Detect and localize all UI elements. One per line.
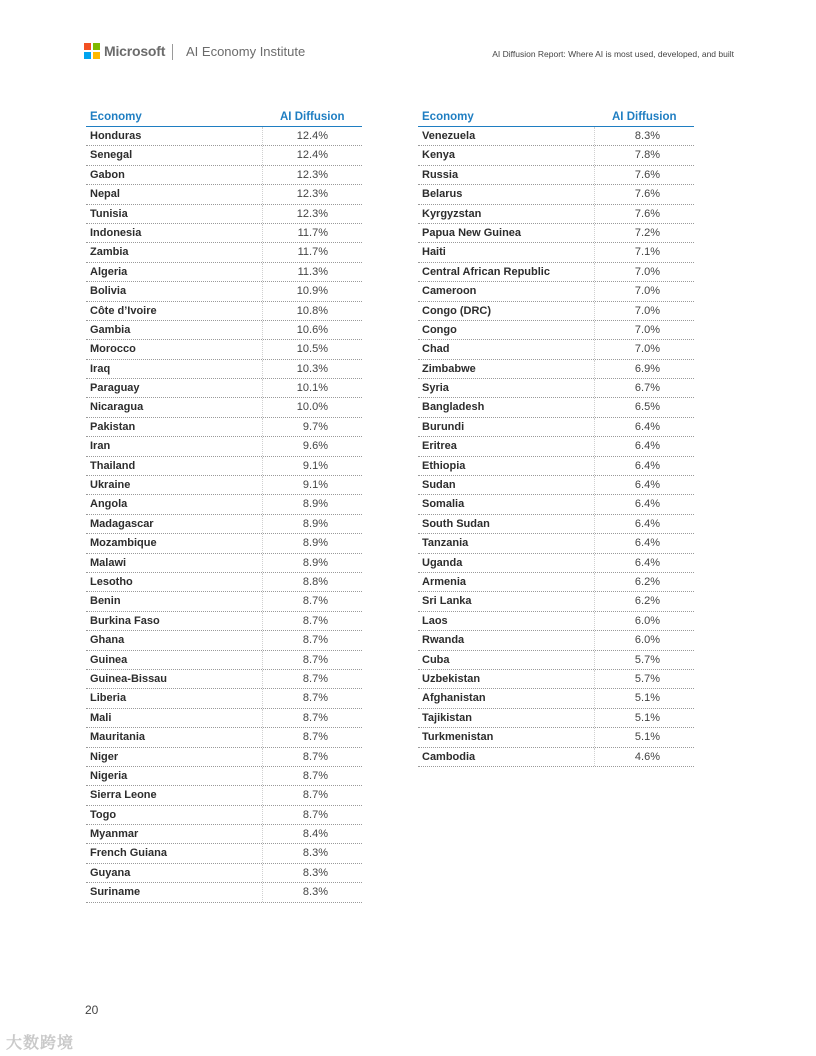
table-row	[86, 670, 362, 689]
ai-diffusion-cell: 8.7%	[302, 731, 328, 744]
ai-diffusion-cell: 6.4%	[634, 498, 660, 511]
ai-diffusion-cell: 10.3%	[296, 362, 328, 375]
economy-column-header: Economy	[422, 111, 474, 123]
table-row	[86, 689, 362, 708]
table-row	[418, 573, 694, 592]
economy-cell: Mali	[90, 711, 112, 724]
ai-diffusion-cell: 5.1%	[634, 711, 660, 724]
ai-diffusion-cell: 12.3%	[296, 207, 328, 220]
economy-cell: Eritrea	[422, 440, 457, 453]
economy-cell: Cuba	[422, 653, 450, 666]
economy-cell: Senegal	[90, 149, 133, 162]
ai-diffusion-cell: 9.1%	[302, 459, 328, 472]
economy-cell: Rwanda	[422, 634, 465, 647]
ai-diffusion-cell: 8.9%	[302, 556, 328, 569]
economy-cell: Lesotho	[90, 575, 133, 588]
ai-diffusion-cell: 8.9%	[302, 517, 328, 530]
ai-diffusion-cell: 8.7%	[302, 789, 328, 802]
ai-diffusion-cell: 4.6%	[634, 750, 660, 763]
ai-diffusion-cell: 6.4%	[634, 479, 660, 492]
ai-diffusion-cell: 11.7%	[297, 226, 328, 239]
economy-cell: Bangladesh	[422, 401, 485, 414]
table-row	[86, 864, 362, 883]
economy-cell: Angola	[90, 498, 128, 511]
economy-cell: Sierra Leone	[90, 789, 157, 802]
table-row	[86, 612, 362, 631]
economy-cell: Nepal	[90, 188, 120, 201]
ai-diffusion-cell: 6.2%	[634, 575, 660, 588]
ai-diffusion-cell: 11.3%	[297, 265, 328, 278]
ai-diffusion-cell: 6.0%	[634, 614, 660, 627]
ai-diffusion-cell: 8.7%	[302, 769, 328, 782]
ai-diffusion-cell: 5.7%	[634, 672, 660, 685]
economy-cell: Armenia	[422, 575, 467, 588]
table-row	[418, 243, 694, 262]
economy-cell: Papua New Guinea	[422, 226, 522, 239]
ai-diffusion-cell: 8.7%	[302, 672, 328, 685]
ai-diffusion-cell: 7.0%	[634, 265, 660, 278]
economy-cell: Sri Lanka	[422, 595, 472, 608]
table-row	[86, 437, 362, 456]
table-row	[86, 651, 362, 670]
table-row	[86, 806, 362, 825]
ai-diffusion-cell: 6.7%	[634, 382, 660, 395]
economy-cell: Congo (DRC)	[422, 304, 492, 317]
ai-diffusion-cell: 8.7%	[302, 614, 328, 627]
ai-diffusion-cell: 8.7%	[302, 750, 328, 763]
ai-diffusion-cell: 10.0%	[296, 401, 328, 414]
ai-diffusion-cell: 11.7%	[297, 246, 328, 259]
economy-cell: Russia	[422, 168, 459, 181]
ai-diffusion-cell: 7.0%	[634, 323, 660, 336]
economy-cell: Uganda	[422, 556, 463, 569]
economy-cell: South Sudan	[422, 517, 490, 530]
table-row	[86, 515, 362, 534]
economy-cell: Afghanistan	[422, 692, 486, 705]
ai-diffusion-cell: 12.4%	[296, 149, 328, 162]
ai-diffusion-cell: 7.6%	[634, 168, 660, 181]
economy-cell: Benin	[90, 595, 121, 608]
economy-cell: Turkmenistan	[422, 731, 494, 744]
economy-cell: Burundi	[422, 420, 465, 433]
ai-diffusion-cell: 7.0%	[634, 285, 660, 298]
table-row	[86, 127, 362, 146]
table-row	[86, 340, 362, 359]
table-row	[418, 360, 694, 379]
left-diffusion-table	[86, 110, 362, 903]
table-row	[418, 321, 694, 340]
economy-cell: Gambia	[90, 323, 131, 336]
ai-diffusion-cell: 12.4%	[296, 130, 328, 142]
ai-diffusion-cell: 10.6%	[296, 323, 328, 336]
table-row	[418, 263, 694, 282]
economy-cell: Malawi	[90, 556, 127, 569]
economy-cell: Cameroon	[422, 285, 477, 298]
table-row	[418, 185, 694, 204]
table-row	[86, 476, 362, 495]
economy-cell: Niger	[90, 750, 119, 763]
table-row	[418, 127, 694, 146]
watermark: 大数跨境	[6, 1035, 75, 1052]
table-row	[86, 224, 362, 243]
table-row	[86, 631, 362, 650]
table-body	[418, 127, 694, 767]
table-row	[418, 146, 694, 165]
report-title: AI Diffusion Report: Where AI is most used, developed, and built	[492, 49, 734, 59]
economy-cell: Burkina Faso	[90, 614, 160, 627]
table-row	[418, 631, 694, 650]
ai-diffusion-cell: 6.4%	[634, 537, 660, 550]
economy-cell: Tunisia	[90, 207, 128, 220]
ai-diffusion-cell: 6.4%	[634, 440, 660, 453]
ai-diffusion-cell: 12.3%	[296, 168, 328, 181]
ai-diffusion-cell: 7.8%	[634, 149, 660, 162]
economy-cell: Syria	[422, 382, 449, 395]
economy-cell: Madagascar	[90, 517, 154, 530]
table-row	[418, 515, 694, 534]
ai-diffusion-cell: 8.7%	[302, 711, 328, 724]
ai-diffusion-cell: 9.7%	[302, 420, 328, 433]
economy-cell: Iran	[90, 440, 111, 453]
ai-diffusion-cell: 10.9%	[296, 285, 328, 298]
economy-cell: Algeria	[90, 265, 128, 278]
table-header	[418, 110, 694, 127]
economy-cell: Mauritania	[90, 731, 146, 744]
ai-diffusion-cell: 8.7%	[302, 634, 328, 647]
ai-diffusion-cell: 7.0%	[634, 343, 660, 356]
ai-diffusion-cell: 8.7%	[302, 808, 328, 821]
table-row	[418, 534, 694, 553]
ai-diffusion-cell: 7.6%	[634, 188, 660, 201]
ai-diffusion-cell: 5.1%	[634, 731, 660, 744]
ai-diffusion-cell: 8.8%	[302, 575, 328, 588]
economy-cell: Ukraine	[90, 479, 131, 492]
economy-cell: Nicaragua	[90, 401, 144, 414]
ai-diffusion-cell: 5.1%	[634, 692, 660, 705]
economy-cell: Bolivia	[90, 285, 127, 298]
table-row	[418, 457, 694, 476]
table-row	[86, 748, 362, 767]
ai-diffusion-cell: 12.3%	[296, 188, 328, 201]
table-row	[86, 379, 362, 398]
economy-cell: Mozambique	[90, 537, 157, 550]
table-row	[418, 437, 694, 456]
table-row	[86, 883, 362, 902]
ai-diffusion-cell: 6.4%	[634, 459, 660, 472]
table-row	[418, 554, 694, 573]
table-row	[418, 670, 694, 689]
right-diffusion-table	[418, 110, 694, 767]
table-row	[418, 709, 694, 728]
economy-cell: Zambia	[90, 246, 129, 259]
ai-diffusion-cell: 8.4%	[302, 828, 328, 841]
table-row	[86, 205, 362, 224]
table-row	[86, 263, 362, 282]
table-row	[86, 321, 362, 340]
ai-diffusion-column-header: AI Diffusion	[280, 111, 345, 123]
economy-cell: Pakistan	[90, 420, 136, 433]
table-row	[86, 360, 362, 379]
ai-diffusion-cell: 6.5%	[634, 401, 660, 414]
economy-cell: Tanzania	[422, 537, 469, 550]
table-row	[418, 166, 694, 185]
table-row	[86, 302, 362, 321]
ai-diffusion-cell: 6.9%	[634, 362, 660, 375]
table-row	[86, 185, 362, 204]
table-row	[86, 495, 362, 514]
table-body	[86, 127, 362, 903]
economy-cell: Kenya	[422, 149, 456, 162]
economy-cell: Guinea-Bissau	[90, 672, 168, 685]
ai-diffusion-cell: 8.3%	[302, 866, 328, 879]
ai-diffusion-cell: 7.6%	[634, 207, 660, 220]
ai-diffusion-cell: 8.3%	[302, 847, 328, 860]
table-row	[418, 418, 694, 437]
economy-cell: Belarus	[422, 188, 463, 201]
ai-diffusion-cell: 6.4%	[634, 556, 660, 569]
table-header	[86, 110, 362, 127]
economy-cell: Honduras	[90, 130, 142, 142]
ai-diffusion-cell: 10.5%	[296, 343, 328, 356]
economy-cell: Somalia	[422, 498, 465, 511]
table-row	[418, 592, 694, 611]
ai-diffusion-cell: 8.3%	[634, 130, 660, 142]
microsoft-logo-icon	[84, 43, 100, 59]
table-row	[86, 844, 362, 863]
ai-diffusion-cell: 6.4%	[634, 420, 660, 433]
ai-diffusion-cell: 9.1%	[302, 479, 328, 492]
ai-diffusion-cell: 8.7%	[302, 653, 328, 666]
economy-cell: Guyana	[90, 866, 131, 879]
economy-cell: Myanmar	[90, 828, 139, 841]
table-row	[418, 728, 694, 747]
ai-diffusion-cell: 10.8%	[296, 304, 328, 317]
economy-cell: Congo	[422, 323, 457, 336]
economy-cell: Indonesia	[90, 226, 142, 239]
ai-diffusion-cell: 8.9%	[302, 498, 328, 511]
table-row	[418, 224, 694, 243]
table-row	[86, 709, 362, 728]
header-divider	[172, 44, 173, 60]
economy-cell: Laos	[422, 614, 448, 627]
economy-cell: Zimbabwe	[422, 362, 476, 375]
table-row	[418, 340, 694, 359]
table-row	[86, 554, 362, 573]
ai-diffusion-cell: 8.3%	[302, 886, 328, 899]
economy-cell: French Guiana	[90, 847, 168, 860]
table-row	[418, 476, 694, 495]
table-row	[418, 302, 694, 321]
economy-cell: Uzbekistan	[422, 672, 481, 685]
economy-cell: Togo	[90, 808, 117, 821]
institute-name: AI Economy Institute	[186, 44, 306, 59]
economy-cell: Haiti	[422, 246, 446, 259]
ai-diffusion-column-header: AI Diffusion	[612, 111, 677, 123]
table-row	[86, 398, 362, 417]
table-row	[86, 418, 362, 437]
ai-diffusion-cell: 6.0%	[634, 634, 660, 647]
page-header	[84, 43, 734, 63]
economy-cell: Tajikistan	[422, 711, 472, 724]
economy-cell: Cambodia	[422, 750, 476, 763]
economy-cell: Liberia	[90, 692, 127, 705]
ai-diffusion-cell: 7.0%	[634, 304, 660, 317]
ai-diffusion-cell: 7.2%	[634, 226, 660, 239]
economy-cell: Thailand	[90, 459, 136, 472]
table-row	[418, 282, 694, 301]
ai-diffusion-cell: 8.7%	[302, 595, 328, 608]
table-row	[418, 398, 694, 417]
table-row	[418, 495, 694, 514]
economy-cell: Ethiopia	[422, 459, 466, 472]
table-row	[86, 534, 362, 553]
ai-diffusion-cell: 8.9%	[302, 537, 328, 550]
ai-diffusion-cell: 10.1%	[296, 382, 328, 395]
economy-cell: Chad	[422, 343, 450, 356]
ai-diffusion-cell: 8.7%	[302, 692, 328, 705]
table-row	[86, 573, 362, 592]
ai-diffusion-cell: 9.6%	[302, 440, 328, 453]
economy-cell: Morocco	[90, 343, 136, 356]
page-number: 20	[85, 1003, 99, 1017]
economy-cell: Venezuela	[422, 130, 476, 142]
table-row	[86, 146, 362, 165]
table-row	[418, 651, 694, 670]
economy-cell: Kyrgyzstan	[422, 207, 482, 220]
table-row	[86, 728, 362, 747]
table-row	[418, 612, 694, 631]
table-row	[86, 282, 362, 301]
table-row	[86, 243, 362, 262]
table-row	[86, 767, 362, 786]
economy-cell: Paraguay	[90, 382, 140, 395]
ai-diffusion-cell: 6.2%	[634, 595, 660, 608]
table-row	[86, 457, 362, 476]
brand-name: Microsoft	[104, 43, 166, 59]
table-row	[86, 825, 362, 844]
ai-diffusion-cell: 6.4%	[634, 517, 660, 530]
economy-cell: Nigeria	[90, 769, 128, 782]
economy-cell: Sudan	[422, 479, 456, 492]
table-row	[418, 205, 694, 224]
table-row	[86, 166, 362, 185]
table-row	[86, 592, 362, 611]
table-row	[86, 786, 362, 805]
economy-cell: Ghana	[90, 634, 125, 647]
economy-column-header: Economy	[90, 111, 142, 123]
economy-cell: Iraq	[90, 362, 111, 375]
economy-cell: Central African Republic	[422, 265, 550, 278]
table-row	[418, 379, 694, 398]
economy-cell: Suriname	[90, 886, 141, 899]
economy-cell: Gabon	[90, 168, 125, 181]
table-row	[418, 689, 694, 708]
economy-cell: Guinea	[90, 653, 128, 666]
ai-diffusion-cell: 5.7%	[634, 653, 660, 666]
economy-cell: Côte d’Ivoire	[90, 304, 157, 317]
table-row	[418, 748, 694, 767]
ai-diffusion-cell: 7.1%	[634, 246, 660, 259]
